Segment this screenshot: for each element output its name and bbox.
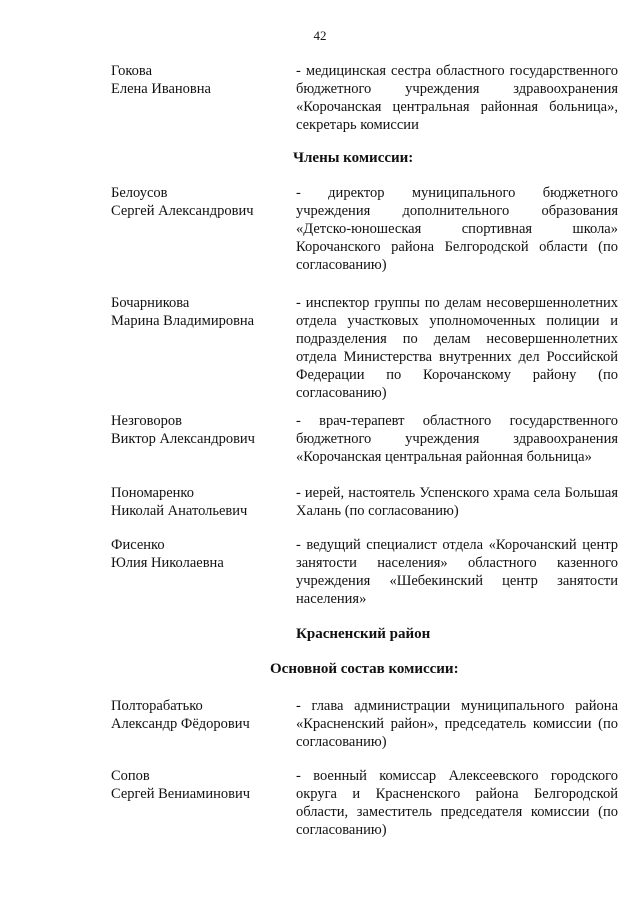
secretary-role: - медицинская сестра областного государственного бюджетного учреждения здравоохранения «Корочанская центральная районная больница», секретарь комиссии — [296, 63, 618, 133]
member-name — [111, 697, 286, 733]
member-name — [111, 536, 286, 572]
member-role: - военный комиссар Алексеевского городского округа и Красненского района Белгородской области, заместитель председателя комиссии (по согласованию) — [296, 768, 618, 838]
member-role: - врач-терапевт областного государственного бюджетного учреждения здравоохранения «Корочанская центральная районная больница» — [296, 413, 618, 465]
surname: Полторабатько — [111, 698, 203, 714]
surname: Незговоров — [111, 413, 182, 429]
member-role: - иерей, настоятель Успенского храма села Большая Халань (по согласованию) — [296, 485, 618, 519]
member-role: - ведущий специалист отдела «Корочанский центр занятости населения» областного казенного учреждения «Шебекинский центр занятости населения» — [296, 537, 618, 607]
surname: Белоусов — [111, 185, 168, 201]
surname: Фисенко — [111, 537, 165, 553]
given-names: Александр Фёдорович — [111, 716, 250, 732]
members-heading: Члены комиссии: — [293, 150, 414, 166]
given-names: Юлия Николаевна — [111, 555, 224, 571]
member-name — [111, 767, 286, 803]
given-names: Николай Анатольевич — [111, 503, 248, 519]
member-name — [111, 484, 286, 520]
page-number: 42 — [313, 28, 327, 43]
member-name — [111, 184, 286, 220]
member-name — [111, 412, 286, 448]
given-names: Марина Владимировна — [111, 313, 255, 329]
main-composition-heading: Основной состав комиссии: — [270, 661, 459, 677]
member-role: - глава администрации муниципального района «Красненский район», председатель комиссии (по согласованию) — [296, 698, 618, 750]
member-name — [111, 294, 286, 330]
given-names: Елена Ивановна — [111, 81, 211, 97]
secretary-name — [111, 62, 286, 98]
member-role: - директор муниципального бюджетного учреждения дополнительного образования «Детско-юношеская спортивная школа» Корочанского района Белгородской области (по согласованию) — [296, 185, 618, 273]
given-names: Виктор Александрович — [111, 431, 255, 447]
surname: Гокова — [111, 63, 153, 79]
surname: Пономаренко — [111, 485, 194, 501]
given-names: Сергей Александрович — [111, 203, 254, 219]
surname: Бочарникова — [111, 295, 190, 311]
given-names: Сергей Вениаминович — [111, 786, 251, 802]
surname: Сопов — [111, 768, 150, 784]
district-heading: Красненский район — [296, 626, 431, 642]
member-role: - инспектор группы по делам несовершеннолетних отдела участковых уполномоченных полиции и подразделения по делам несовершеннолетних отдела Министерства внутренних дел Российской Федерации по Корочанскому району (по согласованию) — [296, 295, 618, 401]
